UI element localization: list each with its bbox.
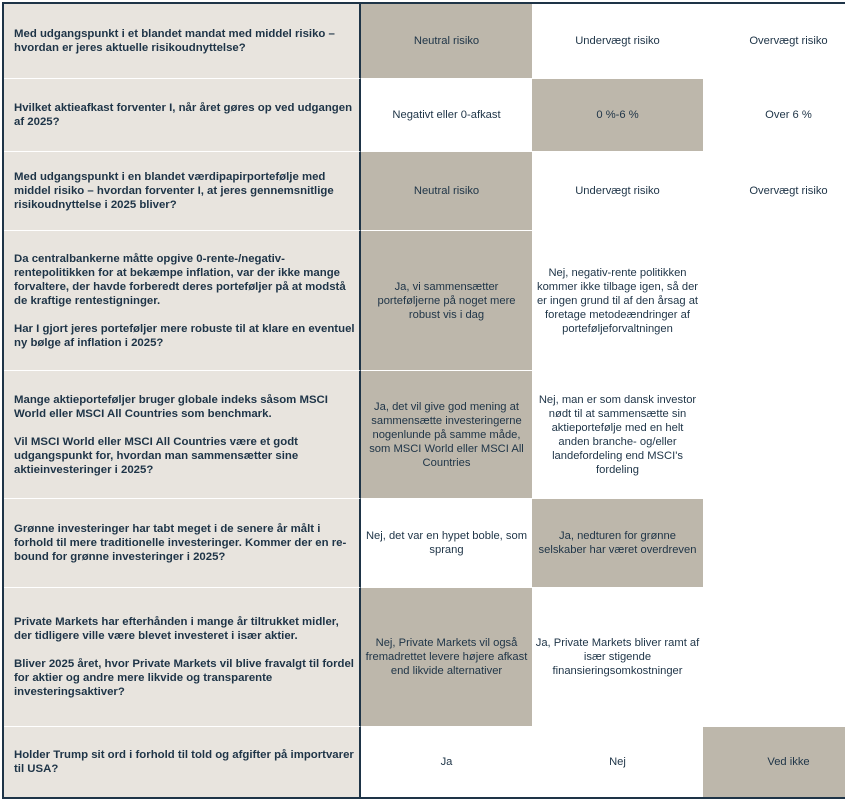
survey-row (4, 231, 845, 371)
survey-row (4, 499, 845, 588)
question-text: Holder Trump sit ord i forhold til told og afgifter på importvarer til USA? (14, 749, 354, 775)
answer-cell-selected: Neutral risiko (361, 152, 532, 231)
answer-cell (703, 231, 845, 371)
question-text: Har I gjort jeres porteføljer mere robuste til at klare en eventuel ny bølge af inflation i 2025? (14, 322, 355, 349)
answer-cell: Undervægt risiko (532, 4, 703, 79)
answer-cell-selected: Ja, det vil give god mening at sammensætte investeringerne nogenlunde på samme måde, som MSCI World eller MSCI All Countries (361, 371, 532, 499)
question-cell (4, 371, 361, 499)
question-cell (4, 152, 361, 231)
answer-cell: Ja, Private Markets bliver ramt af især stigende finansieringsomkostninger (532, 588, 703, 727)
answer-cell-selected: Neutral risiko (361, 4, 532, 79)
answer-cell: Negativt eller 0-afkast (361, 79, 532, 152)
answer-cell: Nej, man er som dansk investor nødt til at sammensætte sin aktieportefølje med en helt anden branche- og/eller landefordeling end MSCI's fordeling (532, 371, 703, 499)
survey-row (4, 79, 845, 152)
answer-cell: Nej, negativ-rente politikken kommer ikke tilbage igen, så der er ingen grund til af den årsag at foretage metodeændringer af porteføljeforvaltningen (532, 231, 703, 371)
answer-cell: Over 6 % (703, 79, 845, 152)
answer-cell: Nej (532, 727, 703, 797)
answer-cell: Overvægt risiko (703, 152, 845, 231)
question-cell (4, 727, 361, 797)
answer-cell (703, 588, 845, 727)
answer-cell: Ja (361, 727, 532, 797)
answer-cell: Undervægt risiko (532, 152, 703, 231)
answer-cell-selected: Ja, vi sammensætter porteføljerne på noget mere robust vis i dag (361, 231, 532, 371)
question-cell (4, 4, 361, 79)
question-cell (4, 588, 361, 727)
survey-row (4, 4, 845, 79)
survey-row (4, 588, 845, 727)
answer-cell (703, 371, 845, 499)
answer-cell-selected: Ja, nedturen for grønne selskaber har været overdreven (532, 499, 703, 588)
answer-cell-selected: Ved ikke (703, 727, 845, 797)
survey-row (4, 371, 845, 499)
survey-table (2, 2, 845, 799)
answer-cell (703, 499, 845, 588)
question-text: Mange aktieporteføljer bruger globale indeks såsom MSCI World eller MSCI All Countries som benchmark. (14, 393, 328, 420)
question-cell (4, 79, 361, 152)
question-text: Med udgangspunkt i en blandet værdipapirportefølje med middel risiko – hvordan forventer I, at jeres gennemsnitlige risikoudnyttelse i 2025 bliver? (14, 171, 334, 211)
question-text: Vil MSCI World eller MSCI All Countries være et godt udgangspunkt for, hvordan man sammensætter sine aktieinvesteringer i 2025? (14, 435, 299, 476)
question-text: Da centralbankerne måtte opgive 0-rente-/negativ-rentepolitikken for at bekæmpe inflation, var der ikke mange forvaltere, der havde forberedt deres porteføljer på at modstå de kraftige rentestigninger. (14, 252, 346, 307)
question-cell (4, 499, 361, 588)
answer-cell-selected: Nej, Private Markets vil også fremadrettet levere højere afkast end likvide alternativer (361, 588, 532, 727)
question-text: Grønne investeringer har tabt meget i de senere år målt i forhold til mere traditionelle investeringer. Kommer der en re-bound for grønne investeringer i 2025? (14, 523, 347, 563)
answer-cell: Overvægt risiko (703, 4, 845, 79)
question-text: Hvilket aktieafkast forventer I, når året gøres op ved udgangen af 2025? (14, 102, 353, 128)
survey-row (4, 727, 845, 797)
question-text: Private Markets har efterhånden i mange år tiltrukket midler, der tidligere ville være blevet investeret i især aktier. (14, 616, 339, 642)
survey-row (4, 152, 845, 231)
question-cell (4, 231, 361, 371)
answer-cell: Nej, det var en hypet boble, som sprang (361, 499, 532, 588)
answer-cell-selected: 0 %-6 % (532, 79, 703, 152)
question-text: Bliver 2025 året, hvor Private Markets vil blive fravalgt til fordel for aktier og andre mere likvide og transparente investeringsaktiver? (14, 658, 354, 698)
question-text: Med udgangspunkt i et blandet mandat med middel risiko – hvordan er jeres aktuelle risikoudnyttelse? (14, 28, 335, 54)
survey-body (4, 4, 845, 797)
